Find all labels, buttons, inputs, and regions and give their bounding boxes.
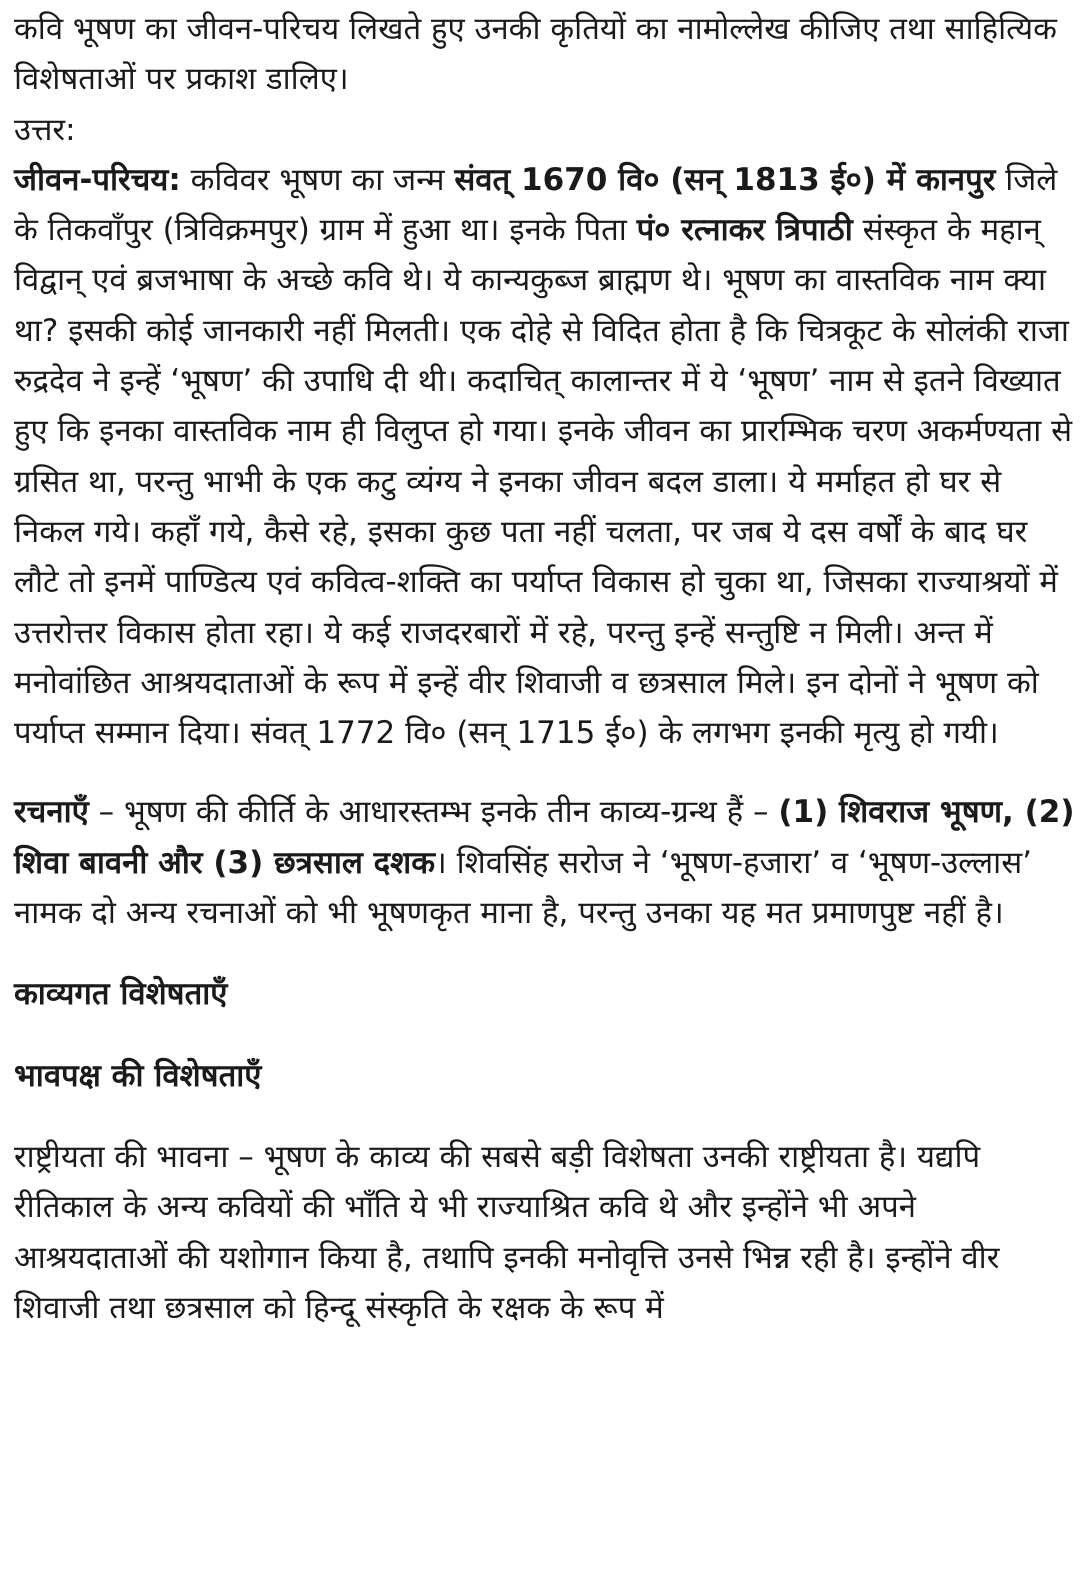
- works-label: रचनाएँ: [14, 794, 89, 831]
- works-titles: (1) शिवराज भूषण, (2) शिवा बावनी और (3) छत्रसाल दशक: [14, 794, 1075, 881]
- life-label: जीवन-परिचय:: [14, 161, 181, 198]
- life-text-3: संस्कृत के महान् विद्वान् एवं ब्रजभाषा के अच्छे कवि थे। ये कान्यकुब्ज ब्राह्मण थे। भूषण का वास्तविक नाम क्या था? इसकी कोई जानकारी नहीं मिलती। एक दोहे से विदित होता है कि चित्रकूट के सोलंकी राजा रुद्रदेव ने इन्हें ‘भूषण’ की उपाधि दी थी। कदाचित् कालान्तर में ये ‘भूषण’ नाम से इतने विख्यात हुए कि इनका वास्तविक नाम ही विलुप्त हो गया। इनके जीवन का प्रारम्भिक चरण अकर्मण्यता से ग्रसित था, परन्तु भाभी के एक कटु व्यंग्य ने इनका जीवन बदल डाला। ये मर्माहत हो घर से निकल गये। कहाँ गये, कैसे रहे, इसका कुछ पता नहीं चलता, पर जब ये दस वर्षों के बाद घर लौटे तो इनमें पाण्डित्य एवं कवित्व-शक्ति का पर्याप्त विकास हो चुका था, जिसका राज्याश्रयों में उत्तरोत्तर विकास होता रहा। ये कई राजदरबारों में रहे, परन्तु इन्हें सन्तुष्टि न मिली। अन्त में मनोवांछित आश्रयदाताओं के रूप में इन्हें वीर शिवाजी व छत्रसाल मिले। इन दोनों ने भूषण को पर्याप्त सम्मान दिया। संवत् 1772 वि० (सन् 1715 ई०) के लगभग इनकी मृत्यु हो गयी।: [14, 212, 1073, 752]
- life-paragraph: [14, 155, 1078, 759]
- works-text-1: – भूषण की कीर्ति के आधारस्तम्भ इनके तीन काव्य-ग्रन्थ हैं –: [88, 794, 779, 831]
- life-father-name: पं० रत्नाकर त्रिपाठी: [636, 212, 853, 249]
- nationalism-paragraph: राष्ट्रीयता की भावना – भूषण के काव्य की सबसे बड़ी विशेषता उनकी राष्ट्रीयता है। यद्यपि रीतिकाल के अन्य कवियों की भाँति ये भी राज्याश्रित कवि थे और इन्होंने भी अपने आश्रयदाताओं की यशोगान किया है, तथापि इनकी मनोवृत्ति उनसे भिन्न रही है। इन्होंने वीर शिवाजी तथा छत्रसाल को हिन्दू संस्कृति के रक्षक के रूप में: [14, 1138, 1000, 1326]
- life-birth-info: संवत् 1670 वि० (सन् 1813 ई०) में कानपुर: [454, 161, 996, 198]
- life-text-2: जिले के तिकवाँपुर (त्रिविक्रमपुर) ग्राम में हुआ था। इनके पिता: [14, 161, 1058, 249]
- life-text-1: कविवर भूषण का जन्म: [180, 161, 455, 198]
- bhavapaksha-heading: भावपक्ष की विशेषताएँ: [14, 1057, 262, 1094]
- works-text-2: । शिवसिंह सरोज ने ‘भूषण-हजारा’ व ‘भूषण-उल्लास’ नामक दो अन्य रचनाओं को भी भूषणकृत माना है, परन्तु उनका यह मत प्रमाणपुष्ट नहीं है।: [14, 844, 1033, 932]
- answer-label: उत्तर:: [14, 111, 76, 148]
- question-text: कवि भूषण का जीवन-परिचय लिखते हुए उनकी कृतियों का नामोल्लेख कीजिए तथा साहित्यिक विशेषताओं पर प्रकाश डालिए।: [14, 11, 1057, 98]
- works-paragraph: [14, 787, 1078, 938]
- literary-features-heading: काव्यगत विशेषताएँ: [14, 976, 228, 1013]
